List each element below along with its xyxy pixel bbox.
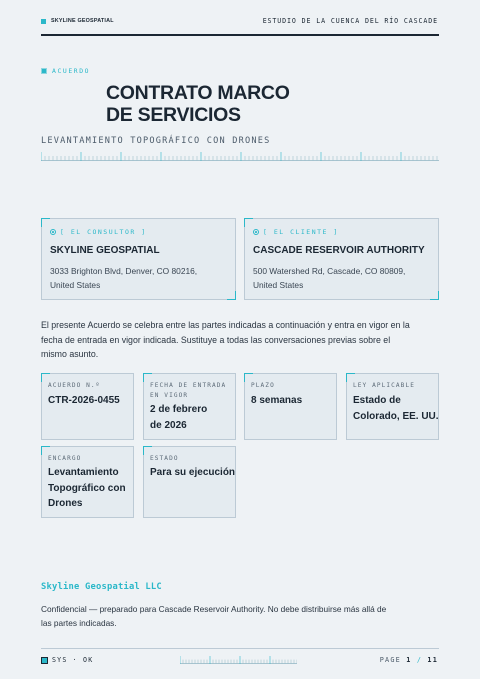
intro-paragraph: El presente Acuerdo se celebra entre las partes indicadas a continuación y entra en vigor en la fecha de entrada en vigor indicada. Sustituye a todas las conversaciones previas sobre el mismo asunto. bbox=[41, 320, 410, 359]
client-tag-label: [ EL CLIENTE ] bbox=[263, 228, 339, 236]
field-value: Para su ejecución bbox=[150, 467, 236, 478]
field-value-line-1: 2 de febrero bbox=[150, 404, 208, 415]
page-indicator bbox=[380, 656, 438, 664]
field-value-line-1: Levantamiento bbox=[48, 467, 119, 478]
field-value bbox=[150, 402, 236, 433]
consultant-name: SKYLINE GEOSPATIAL bbox=[50, 245, 160, 256]
brand-name: SKYLINE GEOSPATIAL bbox=[51, 18, 114, 24]
document-eyebrow bbox=[41, 67, 90, 75]
system-status-label: SYS · OK bbox=[52, 656, 94, 664]
status-square-icon bbox=[41, 657, 48, 664]
client-name: CASCADE RESERVOIR AUTHORITY bbox=[253, 245, 425, 256]
consultant-address-line-1: 3033 Brighton Blvd, Denver, CO 80216, bbox=[50, 266, 198, 276]
ruler-decoration bbox=[41, 152, 439, 161]
page-total: 11 bbox=[427, 656, 438, 664]
header-divider bbox=[41, 34, 439, 36]
field-value bbox=[48, 465, 134, 512]
field-value-line-2: de 2026 bbox=[150, 419, 187, 431]
field-term bbox=[244, 373, 337, 440]
target-icon bbox=[50, 229, 56, 235]
confidential-notice: Confidencial — preparado para Cascade Reservoir Authority. No debe distribuirse más allá de las partes indicadas. bbox=[41, 604, 387, 628]
field-label: ACUERDO N.º bbox=[48, 382, 101, 389]
field-value-line-1: Estado de bbox=[353, 395, 401, 406]
consultant-address-line-2: United States bbox=[50, 280, 101, 290]
target-icon bbox=[253, 229, 259, 235]
consultant-card bbox=[41, 218, 236, 300]
client-address bbox=[253, 264, 423, 292]
client-address-line-1: 500 Watershed Rd, Cascade, CO 80809, bbox=[253, 266, 406, 276]
brand-square-icon bbox=[41, 19, 46, 24]
field-label: PLAZO bbox=[251, 382, 275, 389]
consultant-tag bbox=[50, 228, 147, 236]
system-status bbox=[41, 656, 93, 664]
client-card bbox=[244, 218, 439, 300]
consultant-tag-label: [ EL CONSULTOR ] bbox=[60, 228, 147, 236]
field-status bbox=[143, 446, 236, 518]
document-subtitle: LEVANTAMIENTO TOPOGRÁFICO CON DRONES bbox=[41, 136, 271, 146]
consultant-address bbox=[50, 264, 220, 292]
client-tag bbox=[253, 228, 339, 236]
title-line-2: DE SERVICIOS bbox=[106, 104, 241, 126]
brand-mark bbox=[41, 18, 114, 24]
field-value: 8 semanas bbox=[251, 395, 303, 406]
field-value-line-3: Drones bbox=[48, 498, 83, 510]
document-title bbox=[106, 82, 406, 126]
page-label: PAGE bbox=[379, 656, 401, 664]
field-label: ESTADO bbox=[150, 455, 179, 462]
field-value-line-2: Topográfico con bbox=[48, 482, 126, 494]
field-governing-law bbox=[346, 373, 439, 440]
company-name: Skyline Geospatial LLC bbox=[41, 582, 162, 592]
field-label: FECHA DE ENTRADA EN VIGOR bbox=[150, 382, 227, 399]
field-agreement-number bbox=[41, 373, 134, 440]
field-engagement bbox=[41, 446, 134, 518]
footer-ruler-decoration bbox=[180, 656, 297, 664]
field-value-line-2: Colorado, EE. UU. bbox=[353, 410, 439, 422]
eyebrow-label: ACUERDO bbox=[52, 67, 91, 75]
field-label: ENCARGO bbox=[48, 455, 82, 462]
project-title: ESTUDIO DE LA CUENCA DEL RÍO CASCADE bbox=[262, 17, 438, 25]
field-effective-date bbox=[143, 373, 236, 440]
field-value: CTR-2026-0455 bbox=[48, 395, 120, 406]
page-current: 1 bbox=[406, 656, 412, 664]
page-separator: / bbox=[416, 656, 423, 664]
field-label: LEY APLICABLE bbox=[353, 382, 415, 389]
footer-divider bbox=[41, 648, 439, 649]
field-value bbox=[353, 393, 439, 424]
client-address-line-2: United States bbox=[253, 280, 304, 290]
eyebrow-square-icon bbox=[41, 68, 47, 74]
title-line-1: CONTRATO MARCO bbox=[106, 82, 290, 104]
